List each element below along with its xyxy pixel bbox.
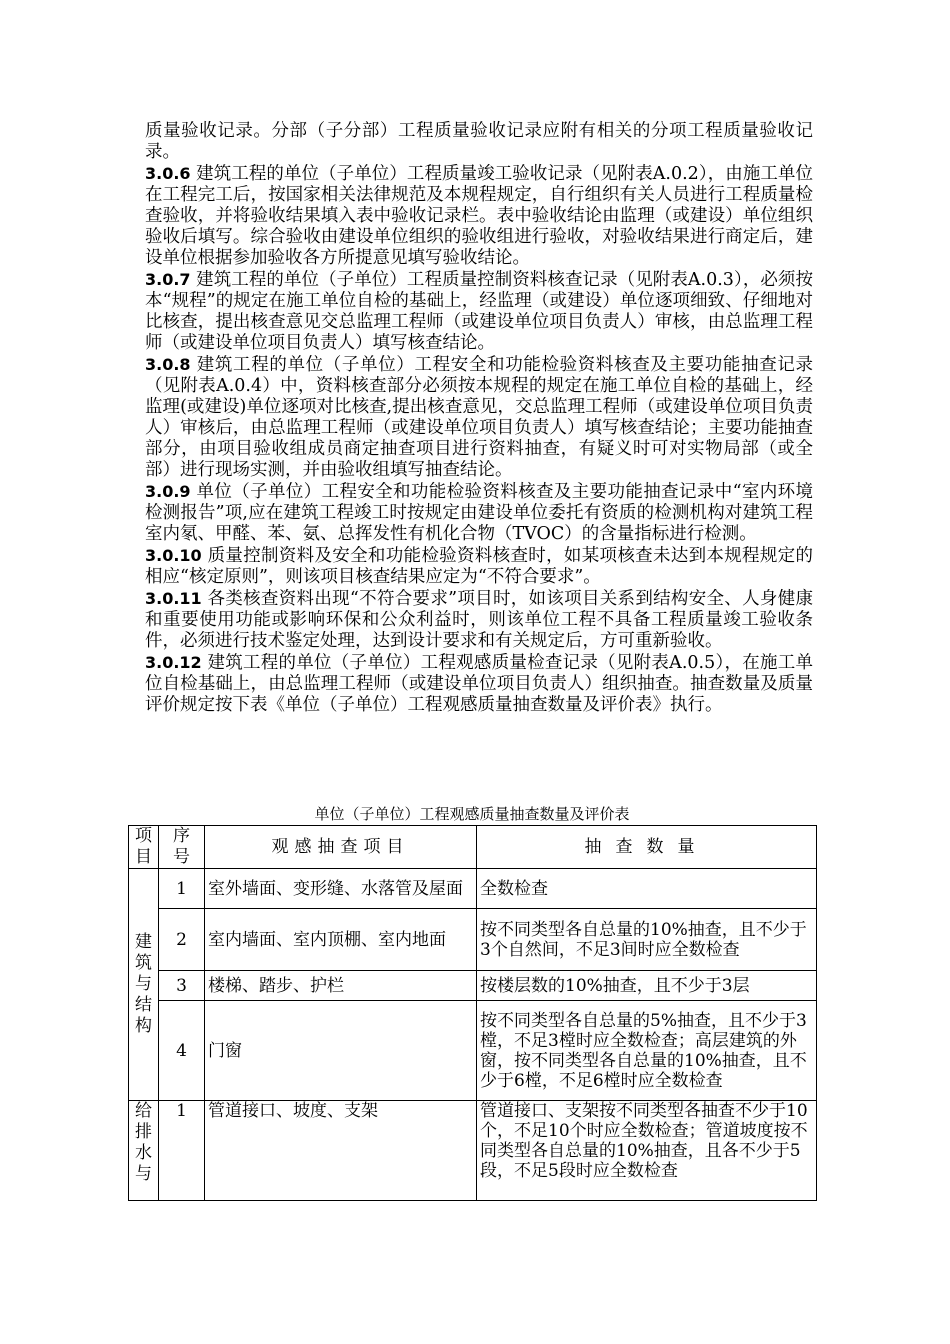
item-cell: 楼梯、踏步、护栏 <box>205 971 477 1001</box>
clause-number: 3.0.7 <box>145 270 191 289</box>
paragraph-text: 质量控制资料及安全和功能检验资料核查时，如某项核查未达到本规程规定的相应“核定原则”，则该项目核查结果应定为“不符合要求”。 <box>145 546 813 587</box>
paragraph-text: 建筑工程的单位（子单位）工程安全和功能检验资料核查及主要功能抽查记录（见附表A.0.4）中，资料核查部分必须按本规程的规定在施工单位自检的基础上，经监理(或建设)单位逐项对比核查,提出核查意见，交总监理工程师（或建设单位项目负责人）审核后，由总监理工程师（或建设单位项目负责人）填写核查结论；主要功能抽查部分，由项目验收组成员商定抽查项目进行资料抽查，有疑义时可对实物局部（或全部）进行现场实测，并由验收组填写抽查结论。 <box>145 355 813 480</box>
seq-cell: 3 <box>159 971 205 1001</box>
category-cell: 建筑与结构 <box>129 869 159 1101</box>
paragraph <box>145 354 813 481</box>
paragraph-text: 各类核查资料出现“不符合要求”项目时，如该项目关系到结构安全、人身健康和重要使用功能或影响环保和公众利益时，则该单位工程不具备工程质量竣工验收条件，必须进行技术鉴定处理，达到设计要求和有关规定后，方可重新验收。 <box>145 589 813 651</box>
clause-number: 3.0.12 <box>145 653 202 672</box>
seq-cell: 4 <box>159 1001 205 1101</box>
paragraph-text: 质量验收记录。分部（子分部）工程质量验收记录应附有相关的分项工程质量验收记录。 <box>145 121 813 162</box>
clause-number: 3.0.10 <box>145 546 202 565</box>
clause-number: 3.0.6 <box>145 164 191 183</box>
paragraph <box>145 545 813 588</box>
item-cell: 管道接口、坡度、支架 <box>205 1101 477 1201</box>
category-cell: 给排水与 <box>129 1101 159 1201</box>
clause-number: 3.0.11 <box>145 589 202 608</box>
paragraph <box>145 481 813 545</box>
seq-cell: 2 <box>159 909 205 971</box>
paragraph <box>145 652 813 716</box>
clause-number: 3.0.9 <box>145 482 191 501</box>
item-cell: 门窗 <box>205 1001 477 1101</box>
paragraph <box>145 588 813 652</box>
header-category: 项目 <box>129 826 159 869</box>
table-row <box>129 909 817 971</box>
paragraph <box>145 269 813 354</box>
table-row <box>129 1101 817 1201</box>
paragraph-text: 建筑工程的单位（子单位）工程质量控制资料核查记录（见附表A.0.3），必须按本“规程”的规定在施工单位自检的基础上，经监理（或建设）单位逐项细致、仔细地对比核查，提出核查意见交总监理工程师（或建设单位项目负责人）审核，由总监理工程师（或建设单位项目负责人）填写核查结论。 <box>145 270 813 353</box>
table-header-row <box>129 826 817 869</box>
table-row <box>129 971 817 1001</box>
table-row <box>129 1001 817 1101</box>
paragraph-text: 建筑工程的单位（子单位）工程观感质量检查记录（见附表A.0.5），在施工单位自检基础上，由总监理工程师（或建设单位项目负责人）组织抽查。抽查数量及质量评价规定按下表《单位（子单位）工程观感质量抽查数量及评价表》执行。 <box>145 653 813 715</box>
table-caption: 单位（子单位）工程观感质量抽查数量及评价表 <box>314 805 630 823</box>
item-cell: 室内墙面、室内顶棚、室内地面 <box>205 909 477 971</box>
quantity-cell: 管道接口、支架按不同类型各抽查不少于10个，不足10个时应全数检查；管道坡度按不同类型各自总量的10%抽查，且各不少于5段，不足5段时应全数检查 <box>477 1101 817 1201</box>
item-cell: 室外墙面、变形缝、水落管及屋面 <box>205 869 477 909</box>
paragraph <box>145 121 813 163</box>
table-row <box>129 869 817 909</box>
seq-cell: 1 <box>159 1101 205 1201</box>
paragraph-text: 建筑工程的单位（子单位）工程质量竣工验收记录（见附表A.0.2），由施工单位在工程完工后，按国家相关法律规范及本规程规定，自行组织有关人员进行工程质量检查验收，并将验收结果填入表中验收记录栏。表中验收结论由监理（或建设）单位组织验收后填写。综合验收由建设单位组织的验收组进行验收，对验收结果进行商定后，建设单位根据参加验收各方所提意见填写验收结论。 <box>145 164 813 268</box>
quantity-cell: 按不同类型各自总量的10%抽查，且不少于3个自然间，不足3间时应全数检查 <box>477 909 817 971</box>
header-seq: 序号 <box>159 826 205 869</box>
paragraph <box>145 163 813 269</box>
header-item: 观感抽查项目 <box>205 826 477 869</box>
inspection-table <box>128 825 817 1201</box>
header-quantity: 抽查数量 <box>477 826 817 869</box>
body-text <box>145 121 813 716</box>
quantity-cell: 按楼层数的10%抽查，且不少于3层 <box>477 971 817 1001</box>
clause-number: 3.0.8 <box>145 355 191 374</box>
quantity-cell: 全数检查 <box>477 869 817 909</box>
seq-cell: 1 <box>159 869 205 909</box>
quantity-cell: 按不同类型各自总量的5%抽查，且不少于3樘，不足3樘时应全数检查；高层建筑的外窗，按不同类型各自总量的10%抽查，且不少于6樘，不足6樘时应全数检查 <box>477 1001 817 1101</box>
paragraph-text: 单位（子单位）工程安全和功能检验资料核查及主要功能抽查记录中“室内环境检测报告”项,应在建筑工程竣工时按规定由建设单位委托有资质的检测机构对建筑工程室内氡、甲醛、苯、氨、总挥发性有机化合物（TVOC）的含量指标进行检测。 <box>145 482 813 544</box>
